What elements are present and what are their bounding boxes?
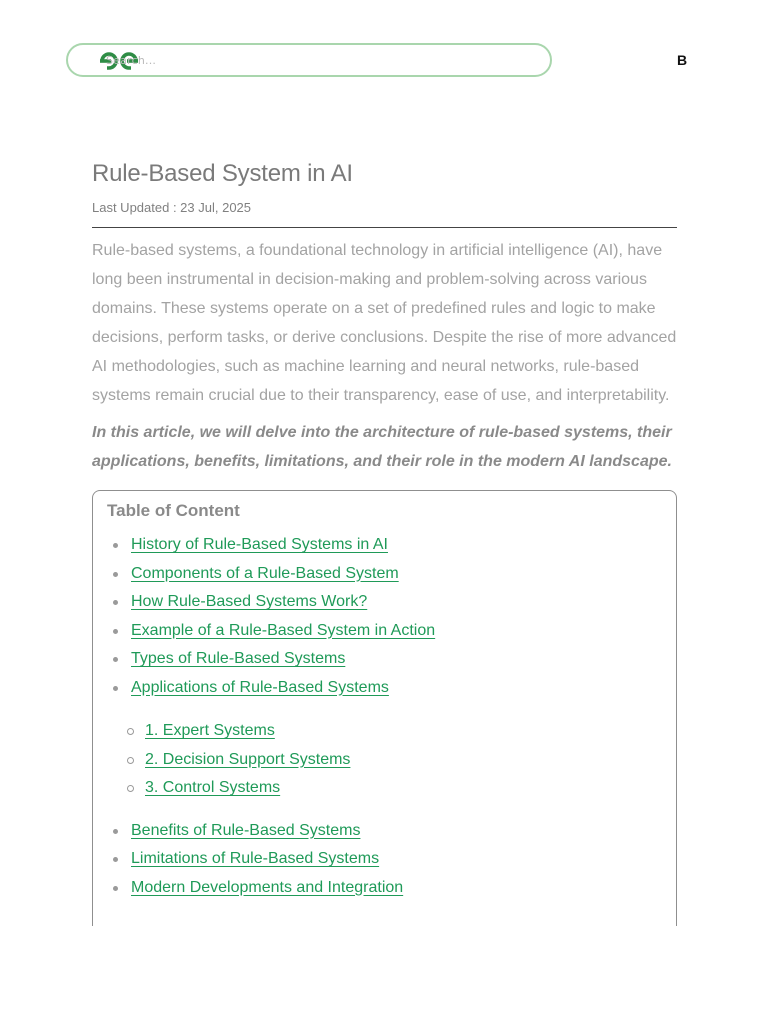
toc-item — [131, 845, 662, 874]
toc-item — [131, 645, 662, 674]
page-title: Rule-Based System in AI — [92, 160, 353, 187]
circle-bullet-icon — [127, 757, 134, 764]
toc-item — [131, 531, 662, 560]
toc-link-history[interactable]: History of Rule-Based Systems in AI — [131, 536, 388, 553]
toc-list — [107, 531, 662, 902]
table-of-contents — [92, 490, 677, 926]
bullet-icon — [113, 857, 118, 862]
toc-subitem — [145, 746, 662, 775]
bullet-icon — [113, 572, 118, 577]
toc-subitem — [145, 717, 662, 746]
toc-link-decision-support[interactable]: 2. Decision Support Systems — [145, 750, 351, 768]
toc-title: Table of Content — [107, 501, 240, 520]
title-divider — [92, 227, 677, 228]
bullet-icon — [113, 657, 118, 662]
bullet-icon — [113, 543, 118, 548]
circle-bullet-icon — [127, 728, 134, 735]
search-bar[interactable] — [66, 43, 552, 77]
bullet-icon — [113, 686, 118, 691]
toc-subitem — [145, 774, 662, 803]
circle-bullet-icon — [127, 785, 134, 792]
lead-paragraph: In this article, we will delve into the architecture of rule-based systems, their applications, benefits, limitations, and their role in the modern AI landscape. — [92, 424, 672, 470]
toc-link-applications[interactable]: Applications of Rule-Based Systems — [131, 678, 389, 696]
toc-link-control-systems[interactable]: 3. Control Systems — [145, 779, 281, 796]
toc-item — [131, 874, 662, 903]
toc-link-limitations[interactable]: Limitations of Rule-Based Systems — [131, 850, 380, 867]
search-input[interactable]: Search... — [106, 54, 157, 67]
toc-link-expert-systems[interactable]: 1. Expert Systems — [145, 722, 275, 739]
last-updated: Last Updated : 23 Jul, 2025 — [92, 200, 252, 215]
toc-link-example[interactable]: Example of a Rule-Based System in Action — [131, 621, 436, 639]
article — [92, 160, 677, 926]
toc-item — [131, 588, 662, 617]
toc-item — [131, 617, 662, 646]
toc-item — [131, 560, 662, 589]
user-avatar[interactable]: B — [677, 52, 688, 68]
toc-item — [131, 674, 662, 803]
toc-link-types[interactable]: Types of Rule-Based Systems — [131, 650, 346, 667]
intro-paragraph: Rule-based systems, a foundational technology in artificial intelligence (AI), have long been instrumental in decision-making and problem-solving across various domains. These systems operate on a set of predefined rules and logic to make decisions, perform tasks, or derive conclusions. Despite the rise of more advanced AI methodologies, such as machine learning and neural networks, rule-based systems remain crucial due to their transparency, ease of use, and interpretability. — [92, 242, 677, 404]
bullet-icon — [113, 886, 118, 891]
toc-item — [131, 817, 662, 846]
bullet-icon — [113, 629, 118, 634]
toc-link-how-it-works[interactable]: How Rule-Based Systems Work? — [131, 593, 368, 610]
bullet-icon — [113, 600, 118, 605]
toc-link-modern-developments[interactable]: Modern Developments and Integration — [131, 878, 404, 896]
bullet-icon — [113, 829, 118, 834]
toc-sublist — [131, 717, 662, 803]
toc-link-components[interactable]: Components of a Rule-Based System — [131, 564, 399, 582]
toc-link-benefits[interactable]: Benefits of Rule-Based Systems — [131, 821, 361, 839]
